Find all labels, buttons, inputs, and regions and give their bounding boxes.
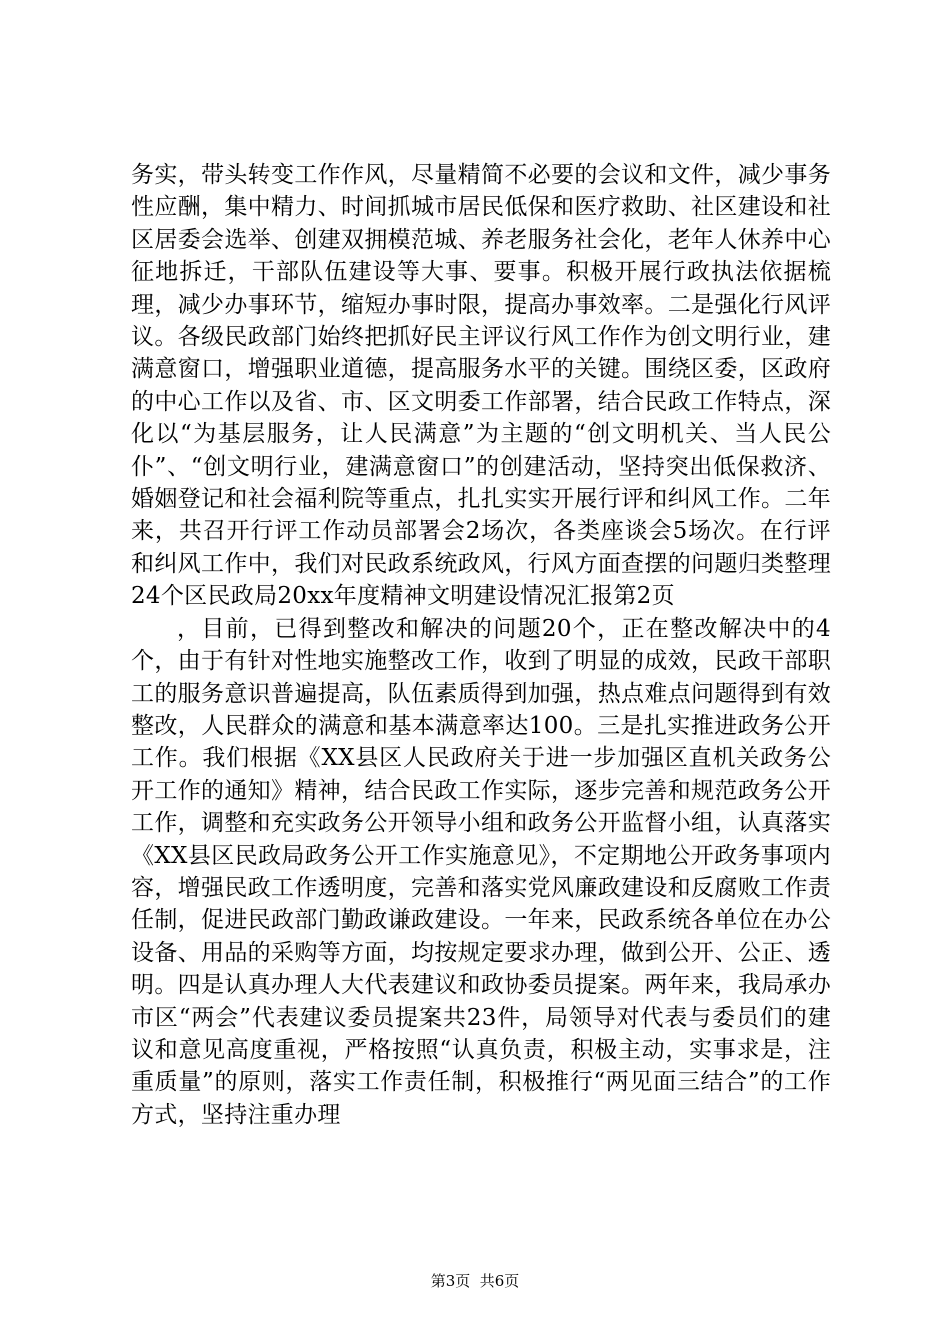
paragraph-1: 务实，带头转变工作作风，尽量精简不必要的会议和文件，减少事务性应酬，集中精力、时间抓城市居民低保和医疗救助、社区建设和社区居委会选举、创建双拥模范城、养老服务社会化，老年人休养中心征地拆迁，干部队伍建设等大事、要事。积极开展行政执法依据梳理，减少办事环节，缩短办事时限，提高办事效率。二是强化行风评议。各级民政部门始终把抓好民主评议行风工作作为创文明行业，建满意窗口，增强职业道德，提高服务水平的关键。围绕区委，区政府的中心工作以及省、市、区文明委工作部署，结合民政工作特点，深化以“为基层服务，让人民满意”为主题的“创文明机关、当人民公仆”、“创文明行业，建满意窗口”的创建活动，坚持突出低保救济、婚姻登记和社会福利院等重点，扎扎实实开展行评和纠风工作。二年来，共召开行评工作动员部署会2场次，各类座谈会5场次。在行评和纠风工作中，我们对民政系统政风，行风方面查摆的问题归类整理24个区民政局20xx年度精神文明建设情况汇报第2页 xyxy=(131,162,831,610)
page-number-footer: 第3页 共6页 xyxy=(430,1272,520,1290)
paragraph-2: ，目前，已得到整改和解决的问题20个，正在整改解决中的4个，由于有针对性地实施整改工作，收到了明显的成效，民政干部职工的服务意识普遍提高，队伍素质得到加强，热点难点问题得到有效整改，人民群众的满意和基本满意率达100。三是扎实推进政务公开工作。我们根据《XX县区人民政府关于进一步加强区直机关政务公开工作的通知》精神，结合民政工作实际，逐步完善和规范政务公开工作，调整和充实政务公开领导小组和政务公开监督小组，认真落实《XX县区民政局政务公开工作实施意见》，不定期地公开政务事项内容，增强民政工作透明度，完善和落实党风廉政建设和反腐败工作责任制，促进民政部门勤政谦政建设。一年来，民政系统各单位在办公设备、用品的采购等方面，均按规定要求办理，做到公开、公正、透明。四是认真办理人大代表建议和政协委员提案。两年来，我局承办市区“两会”代表建议委员提案共23件，局领导对代表与委员们的建议和意见高度重视，严格按照“认真负责，积极主动，实事求是，注重质量”的原则，落实工作责任制，积极推行“两见面三结合”的工作方式，坚持注重办理 xyxy=(131,615,831,1128)
document-body xyxy=(131,159,831,1131)
